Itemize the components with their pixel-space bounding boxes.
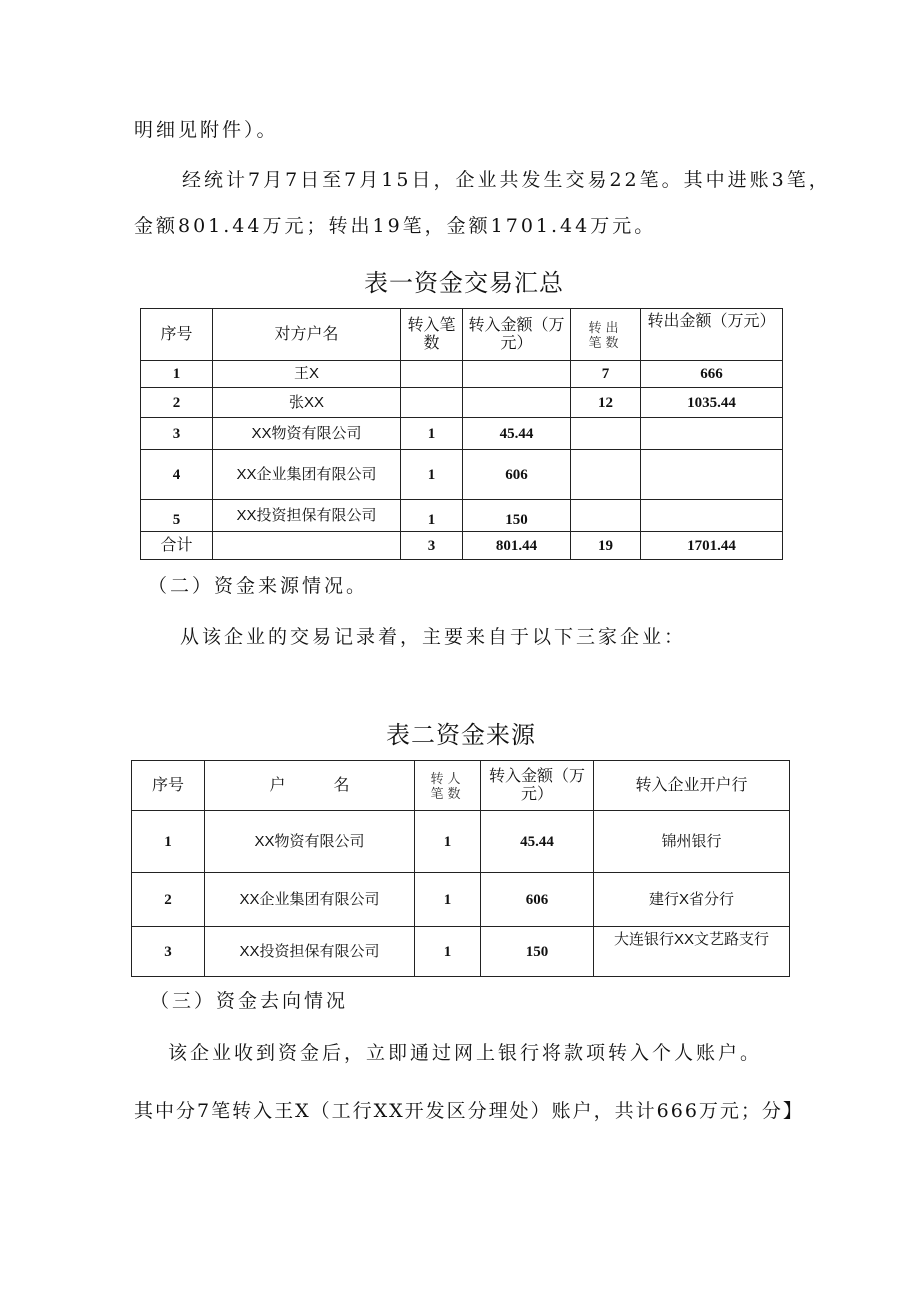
header-in-count: 转入笔 数 [401,309,463,361]
paragraph-destination: 该企业收到资金后，立即通过网上银行将款项转入个人账户。 [168,1042,763,1064]
header-name: 户 名 [205,761,415,811]
table-fund-sources [131,760,790,977]
table-row: 3 XX物资有限公司 1 45.44 [141,418,783,450]
table1-total-row: 合计 3 801.44 19 1701.44 [141,532,783,560]
table-row: 2 张XX 12 1035.44 [141,388,783,418]
paragraph-statistics-amounts: 金额801.44万元；转出19笔，金额1701.44万元。 [134,215,657,237]
section-heading-destination: （三）资金去向情况 [150,990,349,1012]
header-bank: 转入企业开户行 [594,761,790,811]
table-row: 1 王X 7 666 [141,361,783,388]
table-row: 5 XX投资担保有限公司 1 150 [141,500,783,532]
header-out-amount: 转出金额（万元） [641,309,783,361]
table1-header-row [141,309,783,361]
header-seq: 序号 [132,761,205,811]
header-amount: 转入金额（万 元） [481,761,594,811]
paragraph-destination-detail: 其中分7笔转入王X（工行XX开发区分理处）账户，共计666万元；分】 [134,1100,804,1122]
table1-title: 表一资金交易汇总 [364,269,564,297]
table-row: 3 XX投资担保有限公司 1 150 大连银行XX文艺路支行 [132,927,790,977]
header-party: 对方户名 [213,309,401,361]
table2-header-row [132,761,790,811]
header-count: 转人 笔数 [415,761,481,811]
header-in-amount: 转入金额（万 元） [463,309,571,361]
table2-title: 表二资金来源 [386,721,536,749]
table-transaction-summary [140,308,783,560]
paragraph-statistics: 经统计7月7日至7月15日，企业共发生交易22笔。其中进账3笔， [182,169,831,191]
total-label: 合计 [141,532,213,560]
table-row: 2 XX企业集团有限公司 1 606 建行X省分行 [132,873,790,927]
table-row: 4 XX企业集团有限公司 1 606 [141,450,783,500]
paragraph-sources: 从该企业的交易记录着，主要来自于以下三家企业： [180,626,687,648]
table-row: 1 XX物资有限公司 1 45.44 锦州银行 [132,811,790,873]
paragraph-continuation: 明细见附件）。 [134,119,279,141]
section-heading-sources: （二）资金来源情况。 [148,575,369,597]
header-out-count: 转出 笔数 [571,309,641,361]
header-seq: 序号 [141,309,213,361]
